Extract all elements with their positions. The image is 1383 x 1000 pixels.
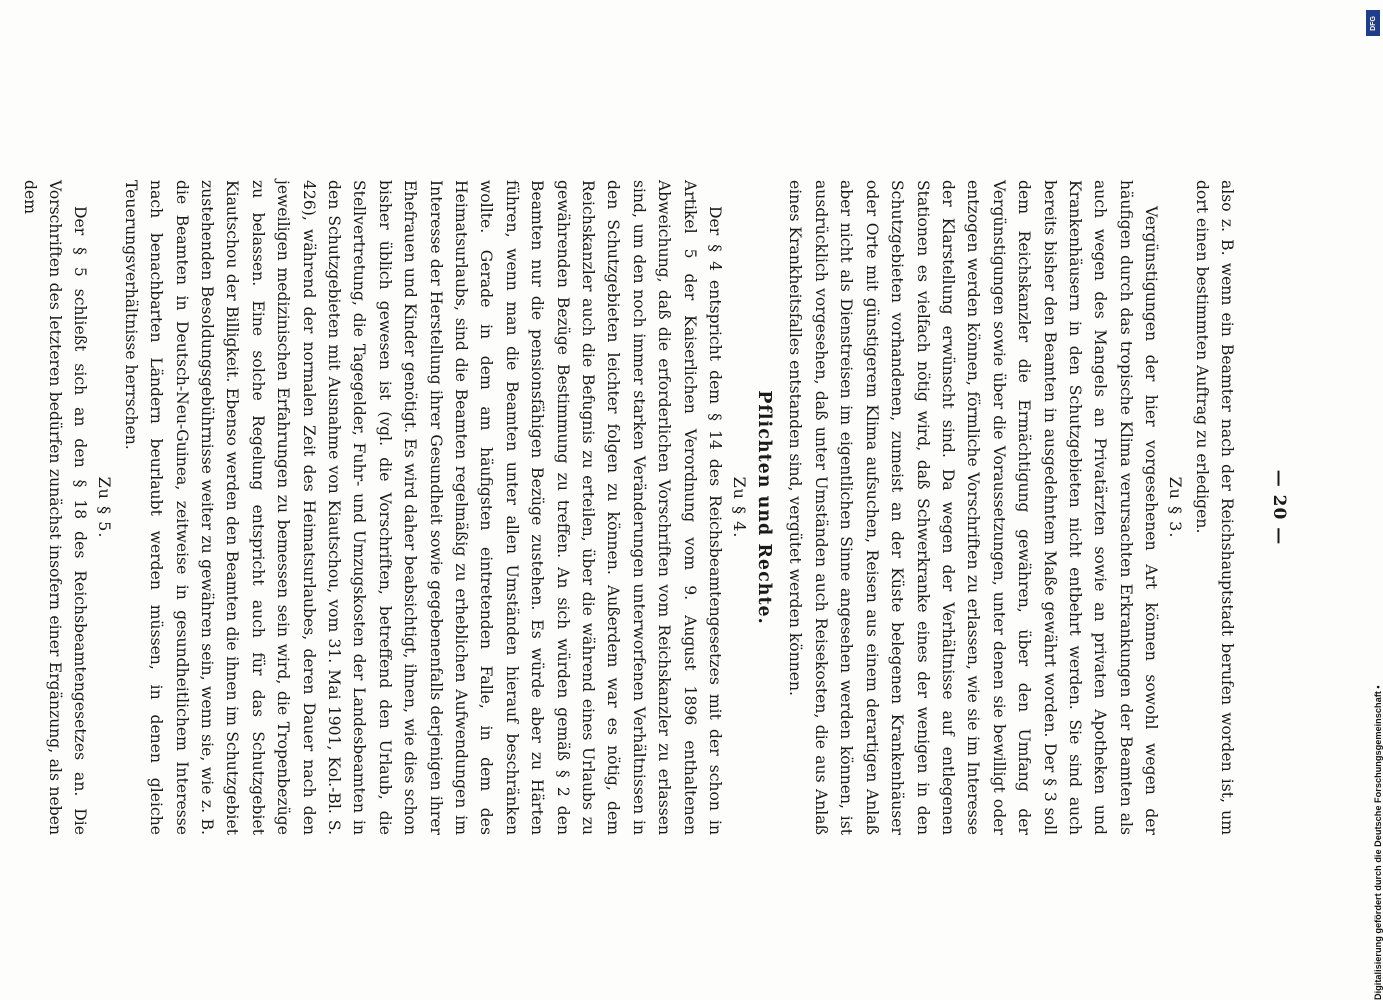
dfg-logo: DFG: [1366, 10, 1380, 36]
digitization-credit-text: Digitalisierung gefördert durch die Deutsche Forschungsgemeinschaft •: [1373, 685, 1383, 1000]
intro-paragraph: also z. B. wenn ein Beamter nach der Reichshauptstadt berufen worden ist, um dort einen bestimmten Auftrag zu erledigen.: [1192, 180, 1236, 835]
section-5-heading: Zu § 5.: [95, 476, 115, 539]
section-4-paragraph: Der § 4 entspricht dem § 14 des Reichsbeamtengesetzes mit der schon in Artikel 5 der Kaiserlichen Verordnung vom 9. August 1896 enthaltenen Abweichung, daß die erforderlichen Vorschriften vom Reichskanzler zu erlassen sind, um den noch immer starken Veränderungen unterworfenen Verhältnissen in den Schutzgebieten leichter folgen zu können. Außerdem war es nötig, dem Reichskanzler auch die Befugnis zu erteilen, über die während eines Urlaubs zu gewährenden Bezüge Bestimmung zu treffen. An sich würden gemäß § 2 den Beamten nur die pensionsfähigen Bezüge zustehen. Es würde aber zu Härten führen, wenn man die Beamten unter allen Umständen hierauf beschränken wollte. Gerade in dem am häufigsten eintretenden Falle, in dem des Heimatsurlaubs, sind die Beamten regelmäßig zu erheblichen Aufwendungen im Interesse der Herstellung ihrer Gesundheit sowie gegebenenfalls derjenigen ihrer Ehefrauen und Kinder genötigt. Es wird daher beabsichtigt, ihnen, wie dies schon bisher üblich gewesen ist (vgl. die Vorschriften, betreffend den Urlaub, die Stellvertretung, die Tagegelder, Fuhr- und Umzugskosten der Landesbeamten in den Schutzgebieten mit Ausnahme von Kiautschou, vom 31. Mai 1901, Kol.-Bl. S. 426), während der normalen Zeit des Heimatsurlaubes, deren Dauer nach den jeweiligen medizinischen Erfahrungen zu bemessen sein wird, die Tropenbezüge zu belassen. Eine solche Regelung entspricht auch für das Schutzgebiet Kiautschou der Billigkeit. Ebenso werden den Beamten die ihnen im Schutzgebiet zustehenden Besoldungsgebührnisse weiter zu gewähren sein, wenn sie, wie z. B. die Beamten in Deutsch-Neu-Guinea, zeitweise in gesundheitlichem Interesse nach benachbarten Ländern beurlaubt werden müssen, in denen gleiche Teuerungsverhältnisse herrschen.: [121, 180, 725, 835]
section-5-paragraph: Der § 5 schließt sich an den § 18 des Reichsbeamtengesetzes an. Die Vorschriften des letzteren bedürfen zunächst insofern einer Ergänzung, als neben dem: [20, 180, 90, 835]
page-body: [16, 180, 1239, 835]
section-3-heading: Zu § 3.: [1166, 476, 1186, 539]
section-3-paragraph: Vergünstigungen der hier vorgesehenen Art können sowohl wegen der häufigen durch das tropische Klima verursachten Erkrankungen der Beamten als auch wegen des Mangels an Privatärzten sowie an privaten Apotheken und Krankenhäusern in den Schutzgebieten nicht entbehrt werden. Sie sind auch bereits bisher den Beamten in ausgedehntem Maße gewährt worden. Der § 3 soll dem Reichskanzler die Ermächtigung gewähren, über den Umfang der Vergünstigungen sowie über die Voraussetzungen, unter denen sie bewilligt oder entzogen werden können, förmliche Vorschriften zu erlassen, wie sie im Interesse der Klarstellung erwünscht sind. Da wegen der Verhältnisse auf entlegenen Stationen es vielfach nötig wird, daß Schwerkranke eines der wenigen in den Schutzgebieten vorhandenen, zumeist an der Küste belegenen Krankenhäuser oder Orte mit günstigerem Klima aufsuchen, Reisen aus einem derartigen Anlaß aber nicht als Dienstreisen im eigentlichen Sinne angesehen werden können, ist ausdrücklich vorgesehen, daß unter Umständen auch Reisekosten, die aus Anlaß eines Krankheitsfalles entstanden sind, vergütet werden können.: [786, 180, 1161, 835]
main-heading: Pflichten und Rechte.: [754, 390, 775, 625]
page-number: — 20 —: [1269, 469, 1289, 546]
digitization-credit: [1362, 10, 1383, 1000]
section-4-heading: Zu § 4.: [730, 476, 750, 539]
